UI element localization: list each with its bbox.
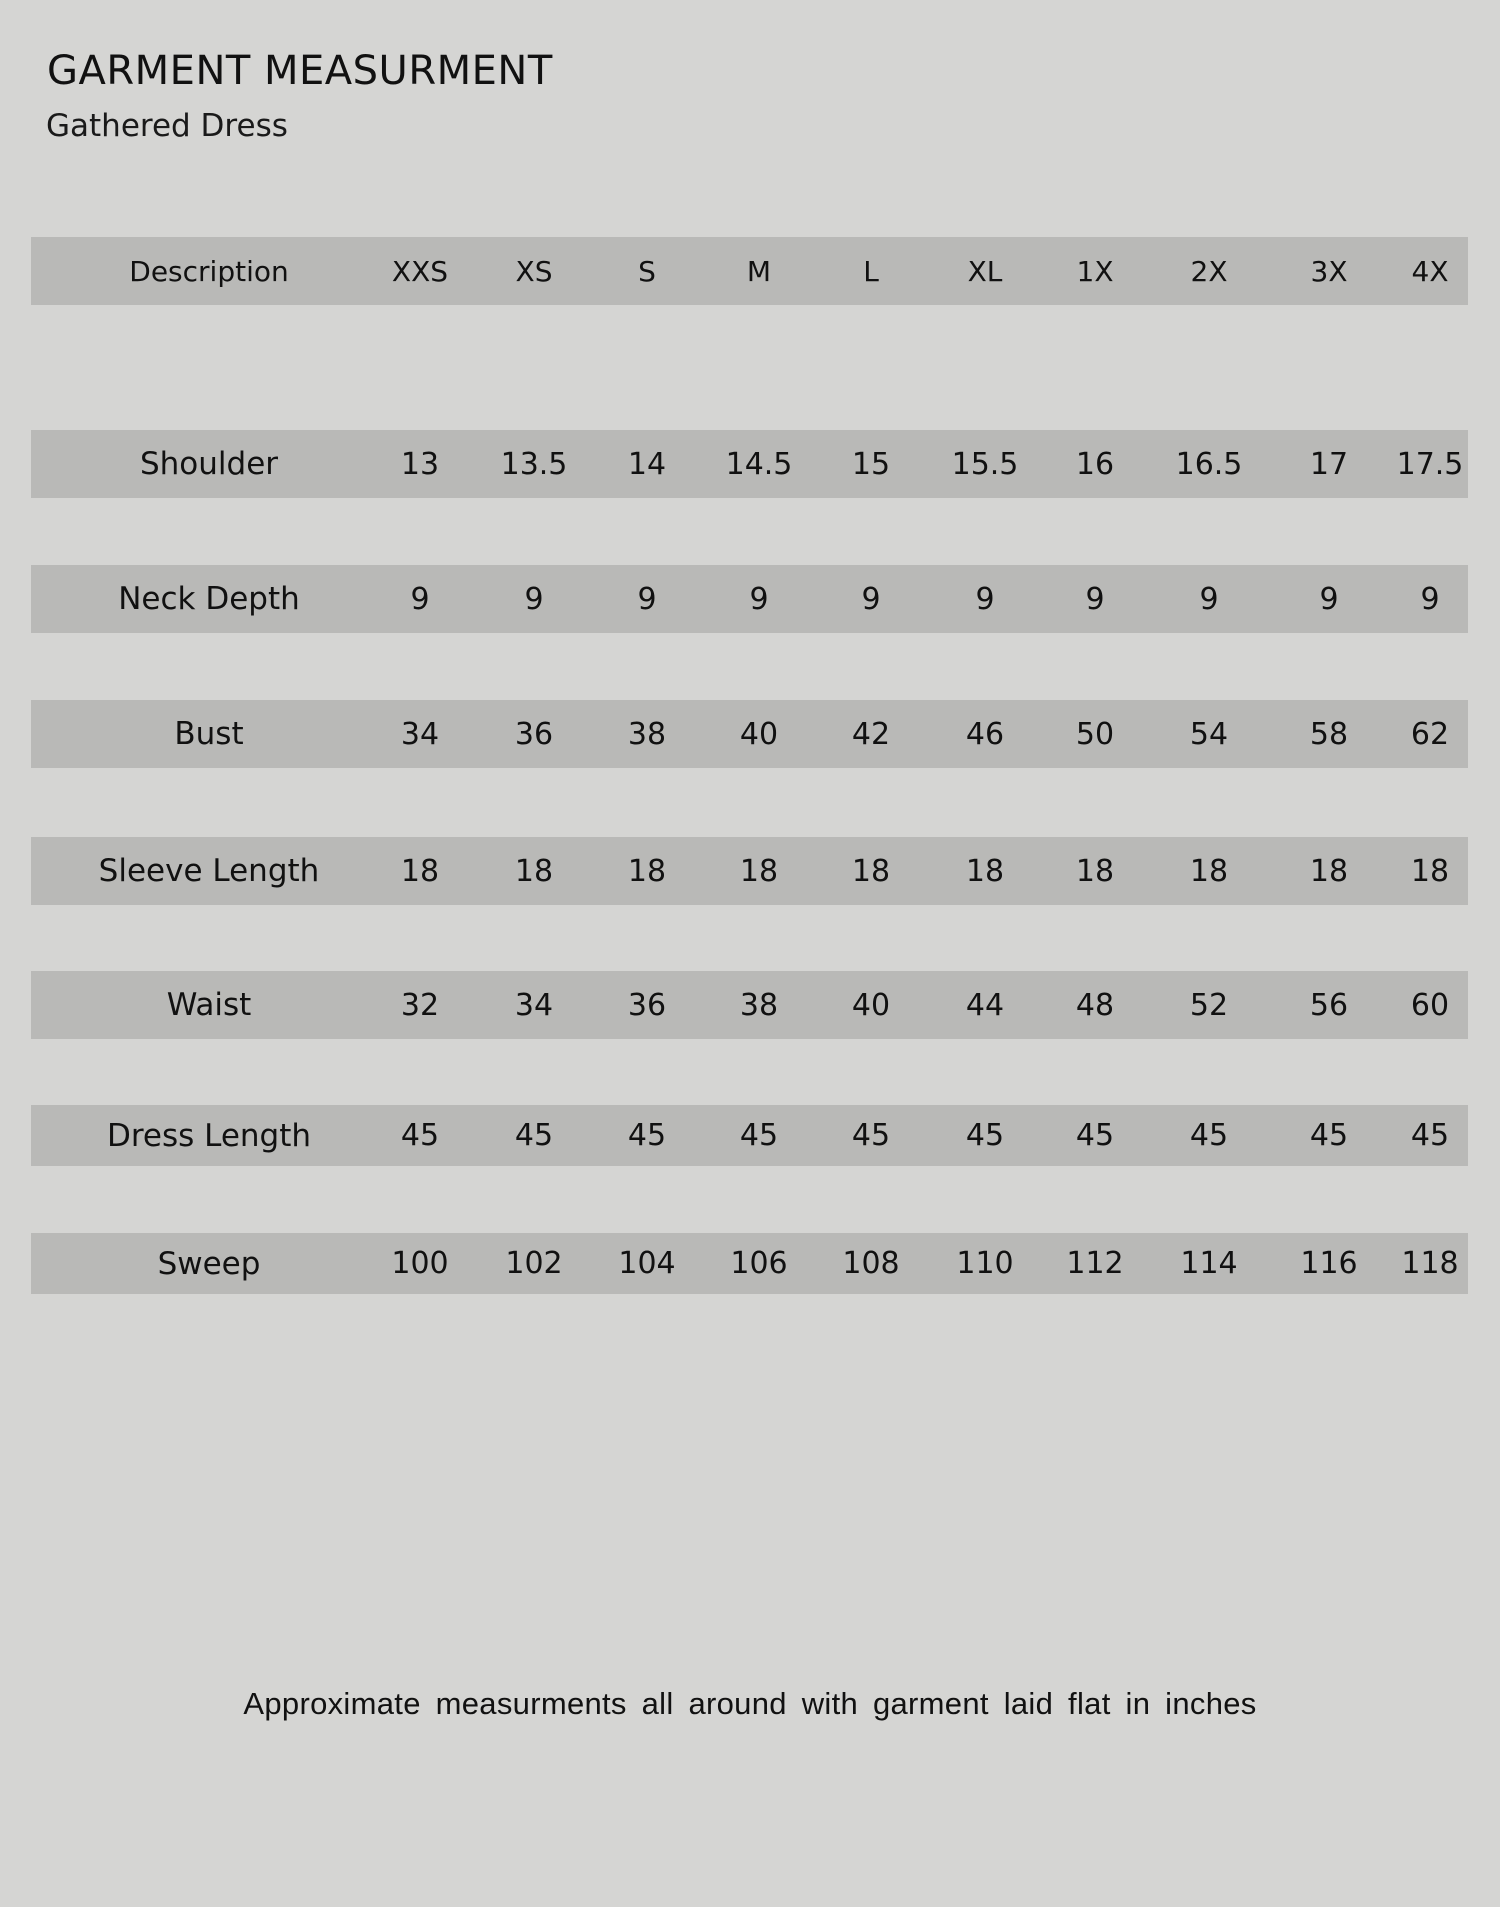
column-header-size: 3X	[1310, 254, 1348, 288]
measurement-value: 45	[400, 1118, 440, 1153]
measurement-value: 15.5	[951, 446, 1019, 482]
measurement-value: 44	[965, 987, 1005, 1023]
measurement-value: 14.5	[725, 446, 793, 482]
measurement-value: 45	[1075, 1118, 1115, 1153]
measurement-value: 36	[514, 716, 554, 752]
measurement-value: 58	[1309, 716, 1349, 752]
column-header-size: M	[746, 254, 772, 288]
column-header-size: S	[638, 254, 656, 288]
row-label: Waist	[166, 987, 252, 1023]
measurement-value: 9	[1420, 581, 1440, 617]
measurement-value: 118	[1401, 1246, 1459, 1281]
measurement-value: 18	[1075, 853, 1115, 889]
measurement-value: 18	[739, 853, 779, 889]
table-row	[31, 565, 1468, 633]
measurement-value: 45	[739, 1118, 779, 1153]
measurement-value: 114	[1180, 1246, 1238, 1281]
measurement-value: 42	[851, 716, 891, 752]
column-header-description: Description	[129, 254, 289, 288]
measurement-value: 45	[965, 1118, 1005, 1153]
row-label: Sweep	[157, 1245, 261, 1282]
measurement-value: 9	[1199, 581, 1219, 617]
measurement-value: 15	[851, 446, 891, 482]
column-header-size: XS	[515, 254, 553, 288]
column-header-size: XXS	[391, 254, 449, 288]
table-row	[31, 430, 1468, 498]
measurement-value: 9	[637, 581, 657, 617]
measurement-value: 13	[400, 446, 440, 482]
column-header-size: 2X	[1190, 254, 1228, 288]
measurement-value: 9	[1319, 581, 1339, 617]
row-label: Shoulder	[139, 446, 279, 482]
measurement-value: 9	[861, 581, 881, 617]
row-label: Sleeve Length	[98, 853, 320, 889]
measurement-value: 18	[400, 853, 440, 889]
measurement-value: 40	[739, 716, 779, 752]
table-row	[31, 1233, 1468, 1294]
page-title: GARMENT MEASURMENT	[47, 48, 553, 94]
measurement-value: 54	[1189, 716, 1229, 752]
measurement-value: 13.5	[500, 446, 568, 482]
measurement-value: 34	[514, 987, 554, 1023]
measurement-value: 9	[1085, 581, 1105, 617]
row-label: Neck Depth	[118, 581, 300, 617]
row-label: Bust	[174, 716, 244, 752]
row-label: Dress Length	[106, 1117, 312, 1154]
page-subtitle: Gathered Dress	[46, 108, 288, 144]
measurement-value: 34	[400, 716, 440, 752]
measurement-value: 100	[391, 1246, 449, 1281]
measurement-value: 106	[730, 1246, 788, 1281]
measurement-value: 56	[1309, 987, 1349, 1023]
measurement-value: 16.5	[1175, 446, 1243, 482]
column-header-size: 4X	[1411, 254, 1449, 288]
measurement-value: 9	[524, 581, 544, 617]
measurement-value: 62	[1410, 716, 1450, 752]
table-row	[31, 1105, 1468, 1166]
measurement-value: 18	[965, 853, 1005, 889]
measurement-value: 36	[627, 987, 667, 1023]
measurement-value: 45	[1309, 1118, 1349, 1153]
measurement-value: 52	[1189, 987, 1229, 1023]
measurement-value: 46	[965, 716, 1005, 752]
measurement-value: 116	[1300, 1246, 1358, 1281]
measurement-value: 32	[400, 987, 440, 1023]
table-row	[31, 837, 1468, 905]
measurement-value: 45	[1410, 1118, 1450, 1153]
measurement-value: 9	[410, 581, 430, 617]
measurement-value: 45	[627, 1118, 667, 1153]
measurement-value: 40	[851, 987, 891, 1023]
measurement-value: 50	[1075, 716, 1115, 752]
table-row	[31, 971, 1468, 1039]
measurement-value: 60	[1410, 987, 1450, 1023]
table-row	[31, 700, 1468, 768]
measurement-value: 18	[514, 853, 554, 889]
measurement-value: 14	[627, 446, 667, 482]
measurement-value: 16	[1075, 446, 1115, 482]
footnote: Approximate measurments all around with garment laid flat in inches	[243, 1686, 1257, 1721]
table-header-row	[31, 237, 1468, 305]
measurement-value: 18	[1189, 853, 1229, 889]
measurement-value: 18	[851, 853, 891, 889]
measurement-value: 9	[975, 581, 995, 617]
measurement-value: 104	[618, 1246, 676, 1281]
measurement-value: 112	[1066, 1246, 1124, 1281]
measurement-value: 110	[956, 1246, 1014, 1281]
measurement-value: 108	[842, 1246, 900, 1281]
measurement-value: 102	[505, 1246, 563, 1281]
column-header-size: XL	[967, 254, 1003, 288]
measurement-value: 17	[1309, 446, 1349, 482]
measurement-value: 18	[1410, 853, 1450, 889]
measurement-value: 17.5	[1396, 446, 1464, 482]
measurement-value: 45	[514, 1118, 554, 1153]
measurement-value: 9	[749, 581, 769, 617]
measurement-value: 45	[1189, 1118, 1229, 1153]
measurement-value: 18	[627, 853, 667, 889]
measurement-value: 18	[1309, 853, 1349, 889]
measurement-value: 38	[739, 987, 779, 1023]
measurement-value: 38	[627, 716, 667, 752]
measurement-value: 45	[851, 1118, 891, 1153]
column-header-size: L	[863, 254, 879, 288]
measurement-value: 48	[1075, 987, 1115, 1023]
column-header-size: 1X	[1076, 254, 1114, 288]
